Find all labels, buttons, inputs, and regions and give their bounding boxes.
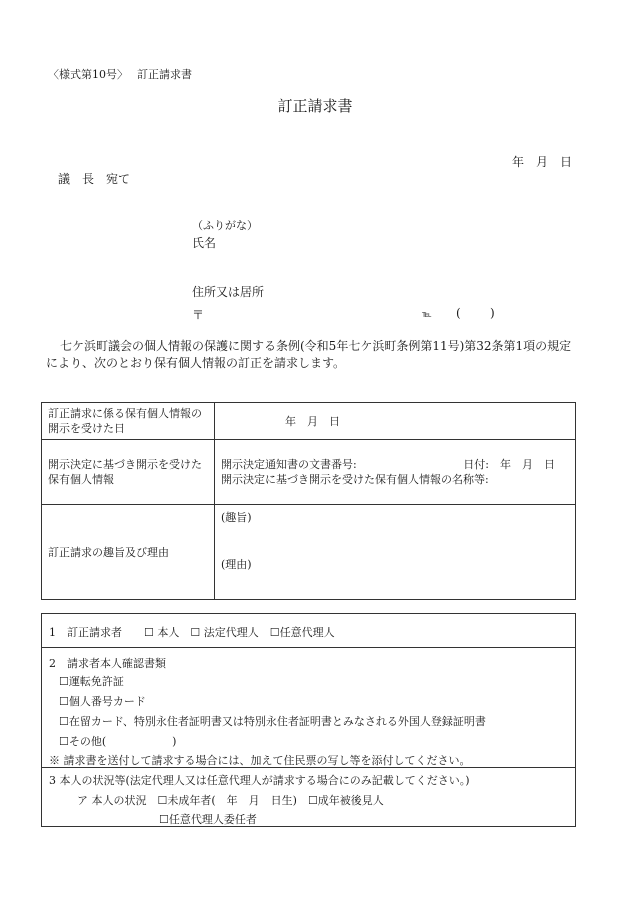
- requester-type-section: [42, 614, 575, 648]
- address-label: 住所又は居所: [192, 285, 265, 299]
- table-row: [42, 440, 576, 505]
- tel-symbol: ℡: [422, 310, 432, 320]
- list-item: ☐その他( ): [59, 735, 177, 748]
- notice-number-label: 開示決定通知書の文書番号:: [221, 458, 357, 471]
- principal-status-line: ☐任意代理人委任者: [159, 813, 257, 826]
- request-statement: 七ケ浜町議会の個人情報の保護に関する条例(令和5年七ケ浜町条例第11号)第32条第1項の規定により、次のとおり保有個人情報の訂正を請求します。: [46, 339, 572, 370]
- requester-type-line: 1 訂正請求者 ☐ 本人 ☐ 法定代理人 ☐任意代理人: [49, 626, 335, 639]
- purpose-reason-label: 訂正請求の趣旨及び理由: [42, 505, 215, 600]
- furigana-label: （ふりがな）: [192, 219, 258, 232]
- principal-status-line: ア 本人の状況 ☐未成年者( 年 月 日生) ☐成年被後見人: [77, 794, 384, 807]
- table-row: [42, 403, 576, 440]
- list-item: ☐在留カード、特別永住者証明書又は特別永住者証明書とみなされる外国人登録証明書: [59, 715, 486, 728]
- notice-number-line: [221, 457, 569, 472]
- document-title: 訂正請求書: [277, 97, 353, 115]
- principal-status-section: [42, 767, 575, 826]
- correction-details-table: [41, 402, 576, 600]
- disclosed-info-cell: [215, 440, 576, 505]
- mailing-note: ※ 請求書を送付して請求する場合には、加えて住民票の写し等を添付してください。: [49, 754, 471, 767]
- request-date: 年 月 日: [512, 155, 573, 169]
- notice-date-label: 日付: 年 月 日: [463, 458, 555, 471]
- disclosure-date-label: 訂正請求に係る保有個人情報の開示を受けた日: [42, 403, 215, 440]
- purpose-label: (趣旨): [221, 511, 252, 524]
- postal-mark: 〒: [192, 308, 205, 322]
- table-row: [42, 505, 576, 600]
- id-documents-title: 2 請求者本人確認書類: [49, 657, 166, 670]
- purpose-reason-cell: [215, 505, 576, 600]
- tel-label: [422, 306, 432, 320]
- disclosure-date-value: 年 月 日: [215, 403, 576, 440]
- list-item: ☐個人番号カード: [59, 695, 146, 708]
- disclosed-info-name-label: 開示決定に基づき開示を受けた保有個人情報の名称等:: [221, 473, 489, 486]
- principal-status-title: 3 本人の状況等(法定代理人又は任意代理人が請求する場合にのみ記載してください。): [49, 774, 470, 787]
- requester-info-box: [41, 613, 576, 827]
- disclosed-info-label: 開示決定に基づき開示を受けた保有個人情報: [42, 440, 215, 505]
- form-number-label: 〈様式第10号〉 訂正請求書: [48, 68, 192, 81]
- list-item: ☐運転免許証: [59, 675, 124, 688]
- name-label: 氏名: [192, 236, 217, 250]
- tel-area-paren-open: (: [456, 306, 461, 320]
- addressee: 議 長 宛て: [58, 172, 131, 186]
- tel-area-paren-close: ): [490, 306, 495, 320]
- reason-label: (理由): [221, 558, 252, 571]
